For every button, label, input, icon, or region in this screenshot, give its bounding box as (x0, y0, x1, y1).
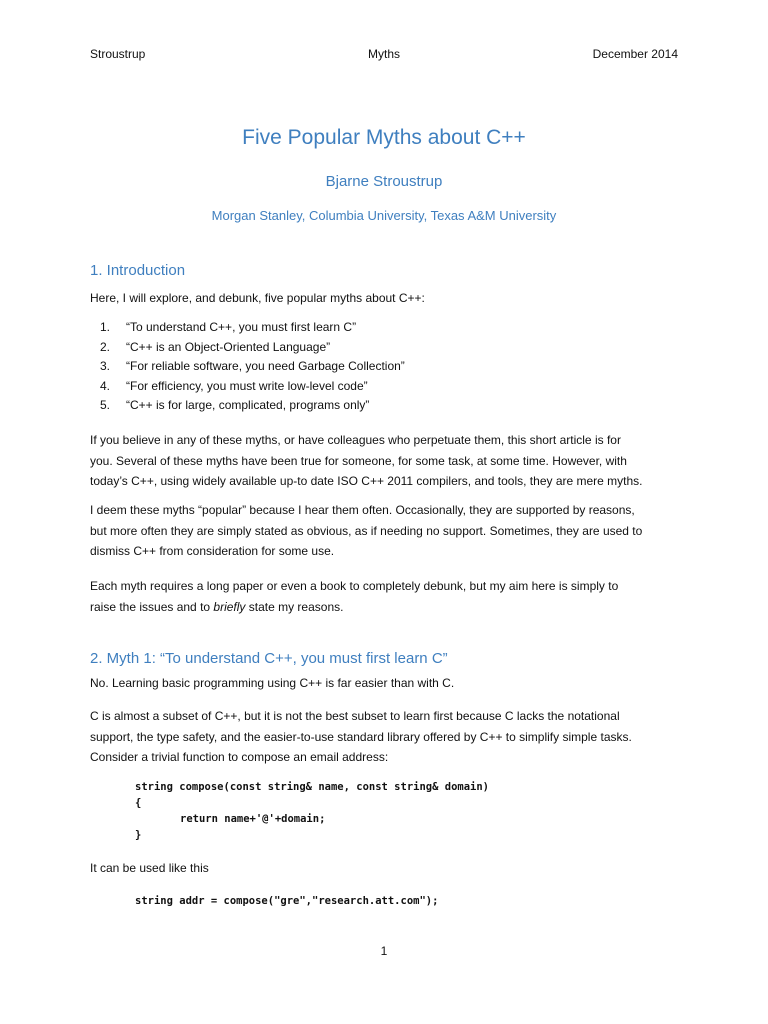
list-text: “C++ is an Object-Oriented Language” (126, 339, 331, 354)
paragraph-usage (90, 858, 680, 879)
header-date: December 2014 (592, 47, 678, 61)
code-line: string addr = compose("gre","research.att.com"); (135, 895, 439, 907)
text-line: I deem these myths “popular” because I hear them often. Occasionally, they are supported by reasons, (90, 503, 635, 517)
text-line: Consider a trivial function to compose an email address: (90, 750, 389, 764)
list-item (100, 318, 405, 338)
text-line (90, 597, 680, 618)
text-run: state my reasons. (245, 599, 344, 614)
text-line: It can be used like this (90, 861, 209, 875)
list-text: “For reliable software, you need Garbage Collection” (126, 359, 405, 373)
code-block-compose (135, 779, 489, 843)
text-line: but more often they are simply stated as obvious, as if needing no support. Sometimes, they are used to (90, 523, 643, 538)
text-line: No. Learning basic programming using C++ is far easier than with C. (90, 676, 455, 690)
emphasis-text: briefly (213, 599, 246, 614)
text-line: today’s C++, using widely available up-to date ISO C++ 2011 compilers, and tools, they are mere myths. (90, 474, 643, 488)
list-text: “C++ is for large, complicated, programs only” (126, 398, 370, 412)
intro-text: Here, I will explore, and debunk, five popular myths about C++: (90, 291, 425, 305)
list-item (100, 377, 405, 397)
intro-sentence (90, 288, 680, 309)
myth-list (100, 318, 405, 416)
header-author: Stroustrup (90, 47, 146, 61)
text-line: you. Several of these myths have been true for someone, for some task, at some time. However, with (90, 453, 627, 468)
text-line: If you believe in any of these myths, or have colleagues who perpetuate them, this short article is for (90, 433, 621, 447)
text-line: C is almost a subset of C++, but it is not the best subset to learn first because C lacks the notational (90, 709, 620, 723)
paper-author: Bjarne Stroustrup (325, 173, 443, 190)
list-number: 3. (100, 359, 111, 373)
text-line: Each myth requires a long paper or even a book to completely debunk, but my aim here is simply to (90, 579, 619, 593)
text-line: support, the type safety, and the easier-to-use standard library offered by C++ to simplify simple tasks. (90, 729, 632, 744)
page-number: 1 (380, 944, 388, 958)
code-line: return name+'@'+domain; (180, 813, 326, 825)
list-text: “For efficiency, you must write low-level code” (126, 378, 368, 393)
section-heading-myth-1: 2. Myth 1: “To understand C++, you must first learn C” (90, 650, 448, 667)
header-topic: Myths (367, 47, 401, 61)
paragraph-myths-context (90, 430, 680, 492)
list-text: “To understand C++, you must first learn C” (126, 320, 357, 334)
list-item (100, 396, 405, 416)
list-number: 5. (100, 398, 111, 412)
list-item (100, 338, 405, 358)
text-line: dismiss C++ from consideration for some use. (90, 544, 335, 558)
list-number: 2. (100, 339, 111, 354)
paragraph-answer (90, 673, 680, 694)
list-number: 1. (100, 320, 111, 334)
section-heading-introduction: 1. Introduction (90, 262, 186, 279)
paper-title: Five Popular Myths about C++ (242, 126, 526, 149)
text-run: raise the issues and to (90, 599, 214, 614)
running-header (90, 47, 678, 63)
paragraph-aim (90, 576, 680, 617)
paper-affiliation: Morgan Stanley, Columbia University, Texas A&M University (211, 208, 557, 223)
list-number: 4. (100, 378, 111, 393)
paragraph-popular-myths (90, 500, 680, 562)
paragraph-c-subset (90, 706, 680, 768)
code-line: { (135, 797, 142, 809)
list-item (100, 357, 405, 377)
code-block-usage (135, 893, 438, 909)
code-line: string compose(const string& name, const string& domain) (135, 781, 490, 793)
code-line: } (135, 829, 142, 841)
